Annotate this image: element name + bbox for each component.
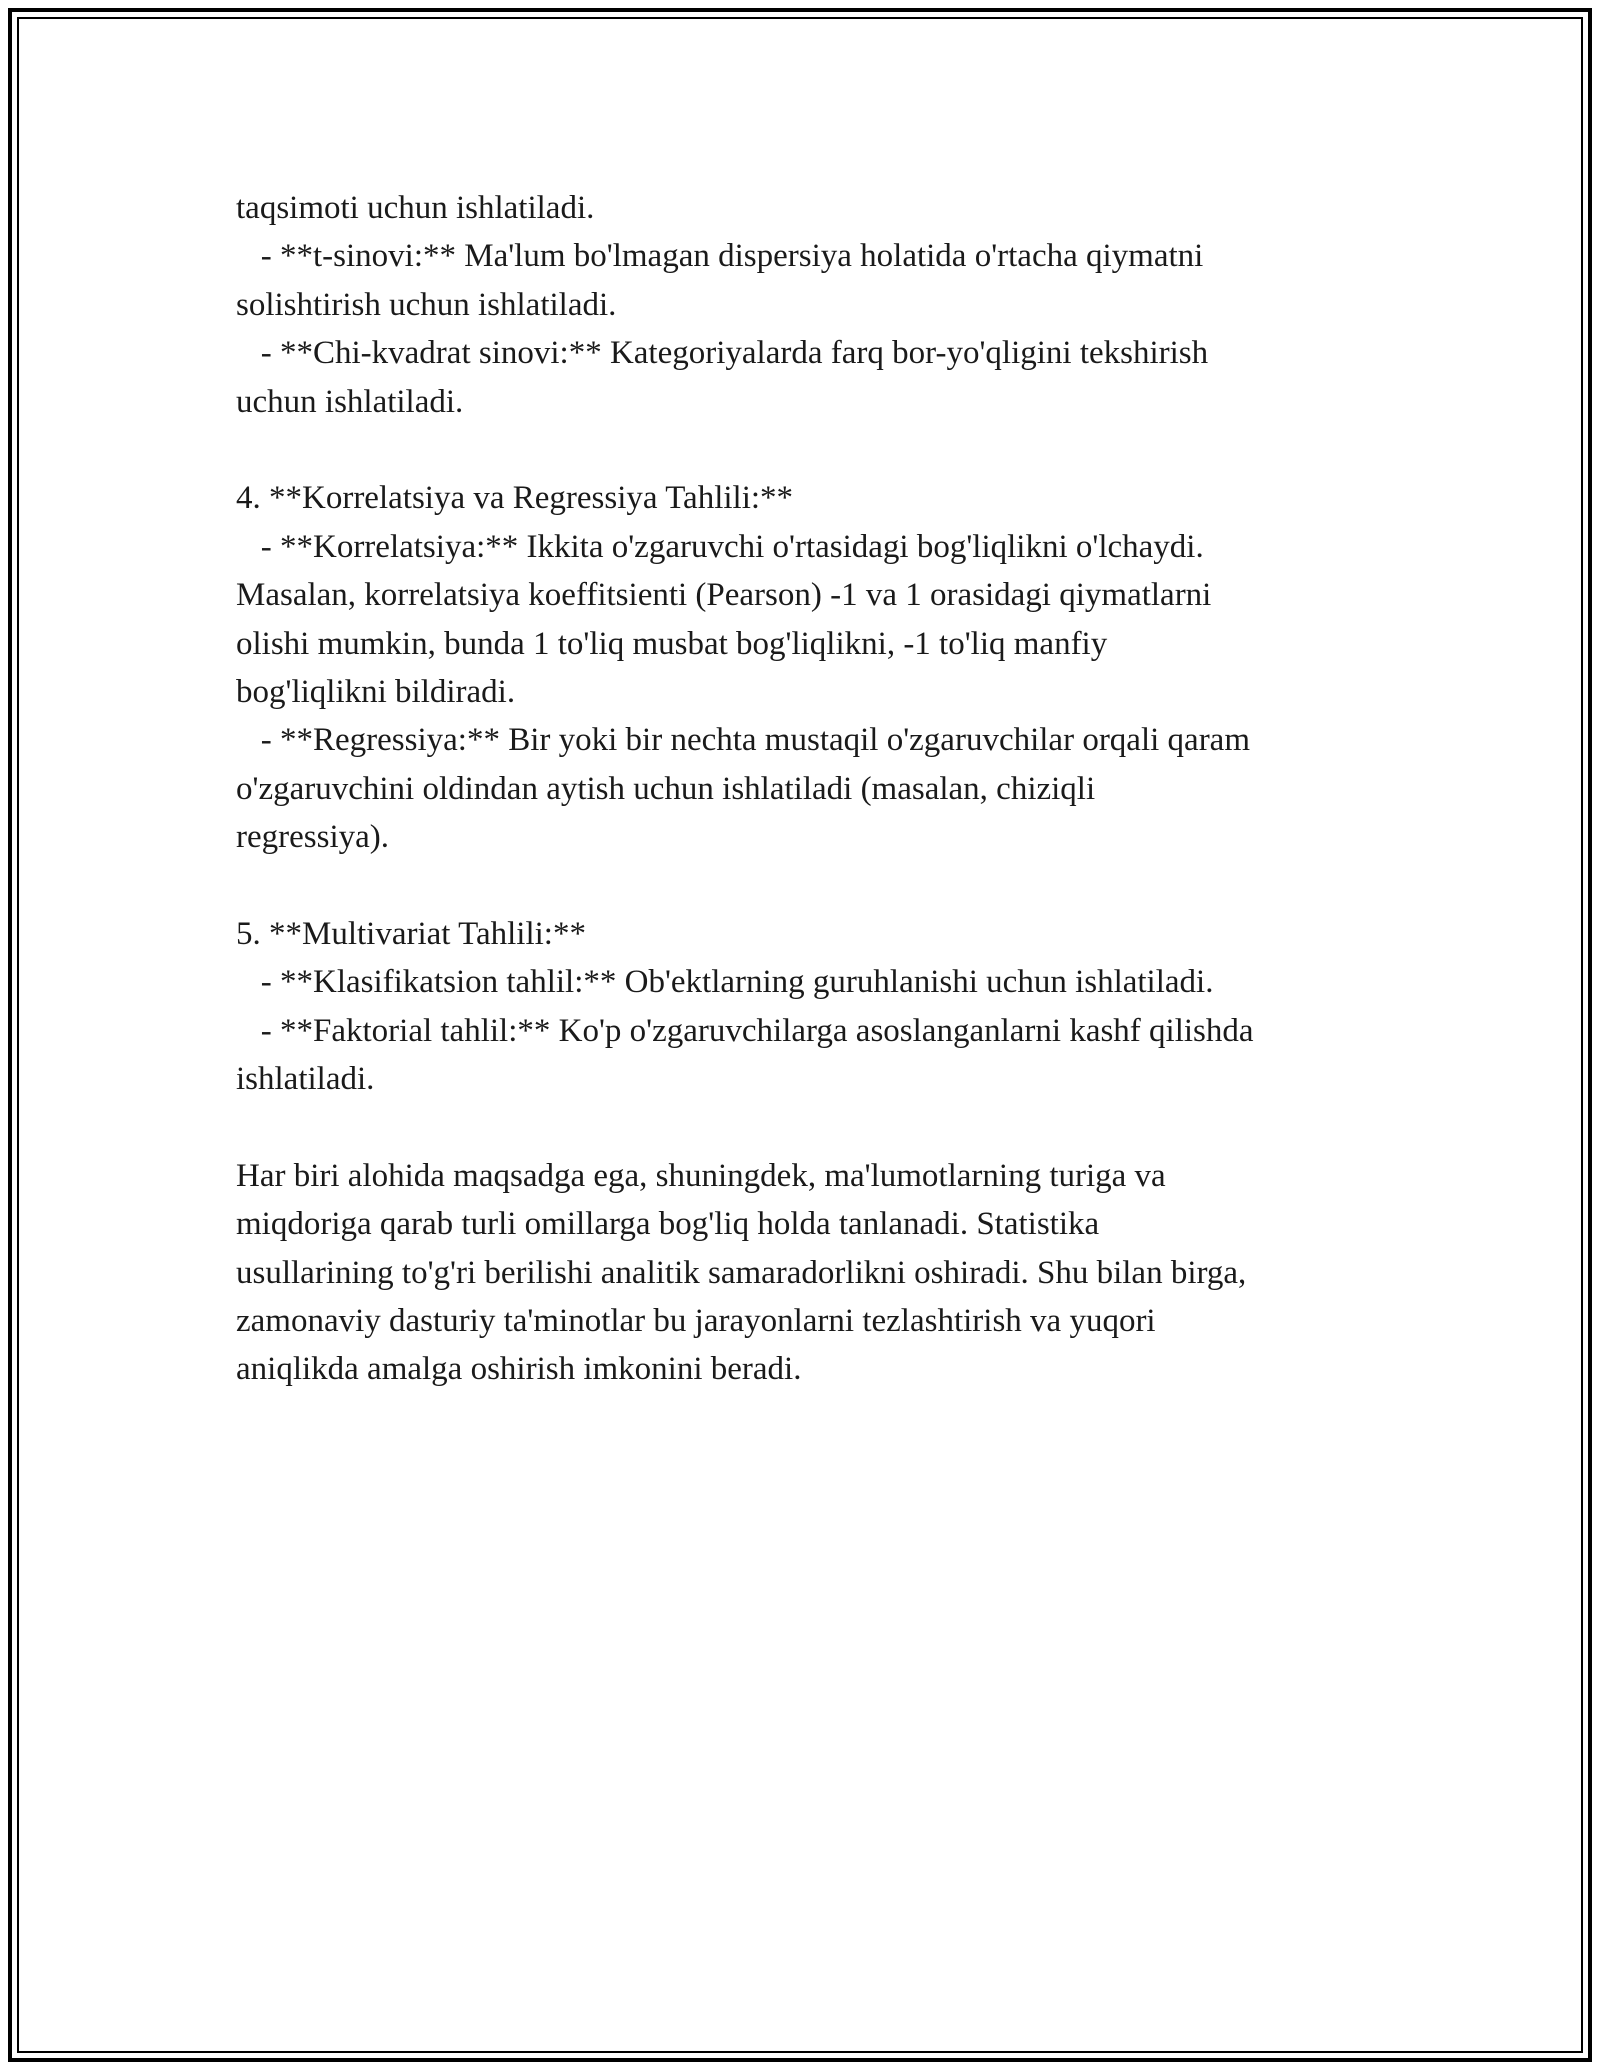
blank-line [236,1103,1416,1151]
text-line: o'zgaruvchini oldindan aytish uchun ishlatiladi (masalan, chiziqli [236,770,1096,807]
text-line: taqsimoti uchun ishlatiladi. [236,190,595,226]
text-line: - **Klasifikatsion tahlil:** Ob'ektlarning guruhlanishi uchun ishlatiladi. [236,964,1214,1001]
text-line: olishi mumkin, bunda 1 to'liq musbat bog'liqlikni, -1 to'liq manfiy [236,625,1108,662]
text-line: Masalan, korrelatsiya koeffitsienti (Pearson) -1 va 1 orasidagi qiymatlarni [236,577,1212,614]
document-body [236,184,1416,1394]
text-line: miqdoriga qarab turli omillarga bog'liq holda tanlanadi. Statistika [236,1206,1100,1243]
text-line: - **t-sinovi:** Ma'lum bo'lmagan dispersiya holatida o'rtacha qiymatni [236,238,1204,275]
text-line: solishtirish uchun ishlatiladi. [236,286,617,323]
section-heading: 4. **Korrelatsiya va Regressiya Tahlili:** [236,480,794,517]
text-line: - **Korrelatsiya:** Ikkita o'zgaruvchi o'rtasidagi bog'liqlikni o'lchaydi. [236,528,1204,565]
text-line: ishlatiladi. [236,1061,375,1098]
text-line: Har biri alohida maqsadga ega, shuningdek, ma'lumotlarning turiga va [236,1157,1166,1194]
text-line: - **Chi-kvadrat sinovi:** Kategoriyalarda farq bor-yo'qligini tekshirish [236,335,1209,372]
text-line: usullarining to'g'ri berilishi analitik samaradorlikni oshiradi. Shu bilan birga, [236,1254,1247,1291]
text-line: - **Regressiya:** Bir yoki bir nechta mustaqil o'zgaruvchilar orqali qaram [236,722,1250,759]
text-line: aniqlikda amalga oshirish imkonini beradi. [236,1351,802,1388]
text-line: uchun ishlatiladi. [236,383,464,420]
text-line: - **Faktorial tahlil:** Ko'p o'zgaruvchilarga asoslanganlarni kashf qilishda [236,1012,1254,1049]
blank-line [236,861,1416,909]
section-heading: 5. **Multivariat Tahlili:** [236,915,586,952]
text-line: regressiya). [236,819,390,856]
blank-line [236,426,1416,474]
text-line: zamonaviy dasturiy ta'minotlar bu jarayonlarni tezlashtirish va yuqori [236,1302,1156,1339]
text-line: bog'liqlikni bildiradi. [236,673,516,710]
